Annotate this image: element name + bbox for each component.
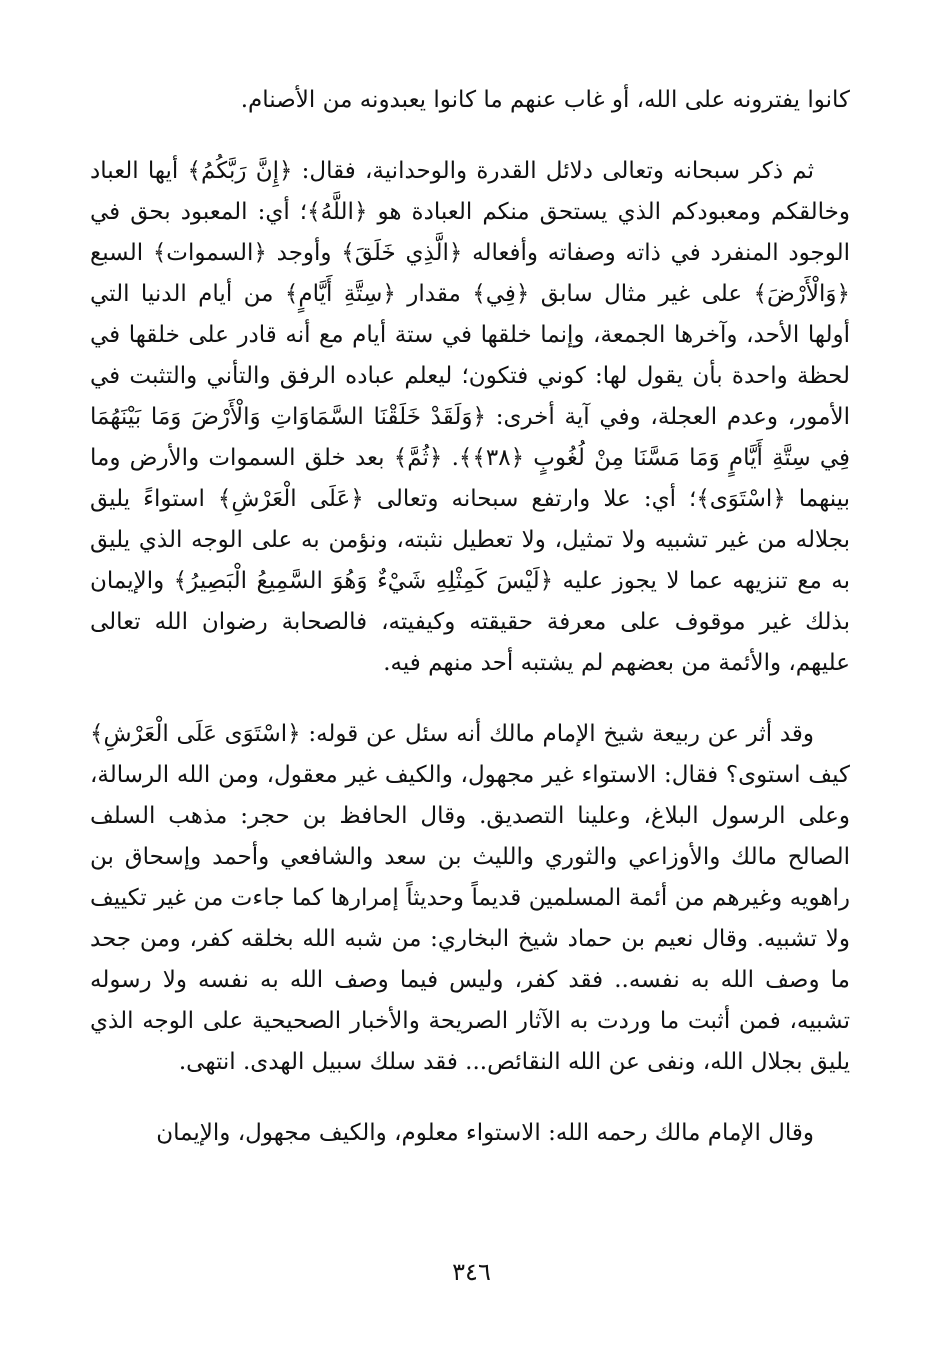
paragraph-4: وقال الإمام مالك رحمه الله: الاستواء معلوم، والكيف مجهول، والإيمان bbox=[156, 1120, 814, 1146]
paragraph-gap bbox=[90, 1083, 850, 1113]
page-number: ٣٤٦ bbox=[452, 1258, 491, 1286]
paragraph-gap bbox=[90, 684, 850, 714]
paragraph-gap bbox=[90, 121, 850, 151]
paragraph-2: ثم ذكر سبحانه وتعالى دلائل القدرة والوحدانية، فقال: ﴿إِنَّ رَبَّكُمُ﴾ أيها العباد وخالقكم ومعبودكم الذي يستحق منكم العبادة هو ﴿اللَّهُ﴾؛ أي: المعبود بحق في الوجود المنفرد في ذاته وصفاته وأفعاله ﴿الَّذِي خَلَقَ﴾ وأوجد ﴿السموات﴾ السبع ﴿وَالْأَرْضَ﴾ على غير مثال سابق ﴿فِي﴾ مقدار ﴿سِتَّةِ أَيَّامٍ﴾ من أيام الدنيا التي أولها الأحد، وآخرها الجمعة، وإنما خلقها في ستة أيام مع أنه قادر على خلقها في لحظة واحدة بأن يقول لها: كوني فتكون؛ ليعلم عباده الرفق والتأني والتثبت في الأمور، وعدم العجلة، وفي آية أخرى: ﴿وَلَقَدْ خَلَقْنَا السَّمَاوَاتِ وَالْأَرْضَ وَمَا بَيْنَهُمَا فِي سِتَّةِ أَيَّامٍ وَمَا مَسَّنَا مِنْ لُغُوبٍ ﴿٣٨﴾﴾. ﴿ثُمَّ﴾ بعد خلق السموات والأرض وما بينهما ﴿اسْتَوَى﴾؛ أي: علا وارتفع سبحانه وتعالى ﴿عَلَى الْعَرْشِ﴾ استواءً يليق بجلاله من غير تشبيه ولا تمثيل، ولا تعطيل نثبته، ونؤمن به على الوجه الذي يليق به مع تنزيهه عما لا يجوز عليه ﴿لَيْسَ كَمِثْلِهِ شَيْءٌ وَهُوَ السَّمِيعُ الْبَصِيرُ﴾ والإيمان بذلك غير موقوف على معرفة حقيقته وكيفيته، فالصحابة رضوان الله تعالى عليهم، والأئمة من بعضهم لم يشتبه أحد منهم فيه. bbox=[90, 158, 850, 676]
page-body bbox=[90, 80, 850, 1154]
paragraph-3: وقد أثر عن ربيعة شيخ الإمام مالك أنه سئل عن قوله: ﴿اسْتَوَى عَلَى الْعَرْشِ﴾ كيف استوى؟ فقال: الاستواء غير مجهول، والكيف غير معقول، ومن الله الرسالة، وعلى الرسول البلاغ، وعلينا التصديق. وقال الحافظ بن حجر: مذهب السلف الصالح مالك والأوزاعي والثوري والليث بن سعد والشافعي وأحمد وإسحاق بن راهويه وغيرهم من أئمة المسلمين قديماً وحديثاً إمرارها كما جاءت من غير تكييف ولا تشبيه. وقال نعيم بن حماد شيخ البخاري: من شبه الله بخلقه كفر، ومن جحد ما وصف الله به نفسه.. فقد كفر، وليس فيما وصف الله به نفسه ولا رسوله تشبيه، فمن أثبت ما وردت به الآثار الصريحة والأخبار الصحيحية على الوجه الذي يليق بجلال الله، ونفى عن الله النقائص... فقد سلك سبيل الهدى. انتهى. bbox=[90, 721, 850, 1075]
paragraph-1: كانوا يفترونه على الله، أو غاب عنهم ما كانوا يعبدونه من الأصنام. bbox=[240, 87, 850, 113]
